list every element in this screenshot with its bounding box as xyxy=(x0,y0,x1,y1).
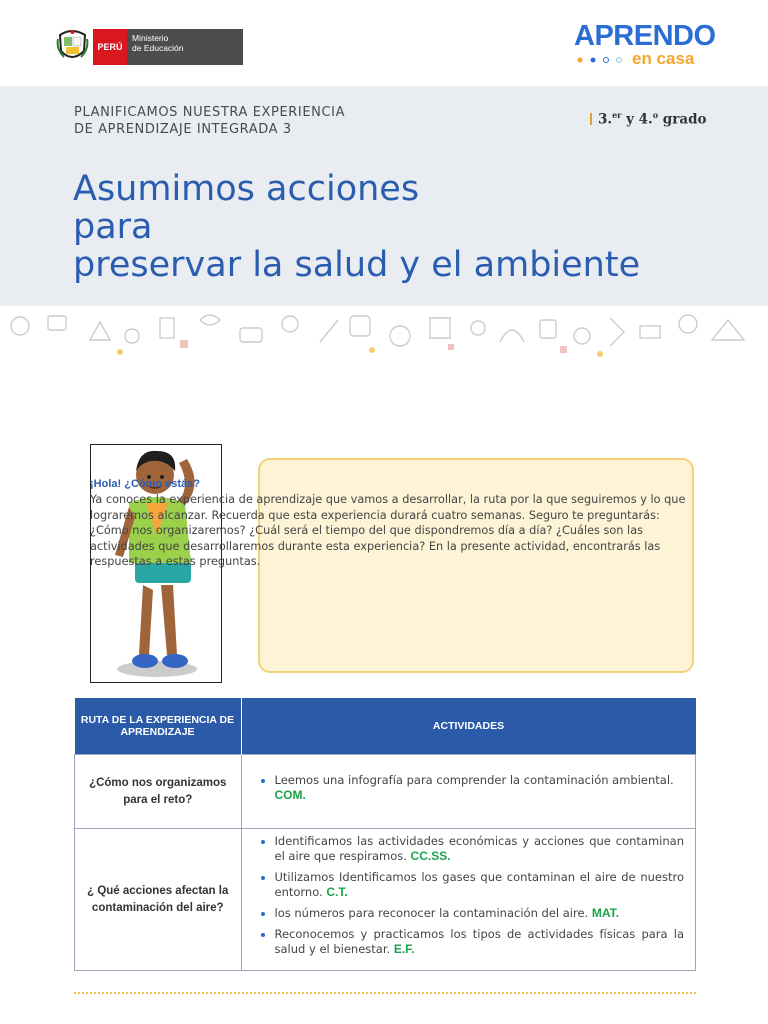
ministry-line1: Ministerio xyxy=(132,33,169,43)
table-header-row xyxy=(75,698,696,755)
header-route: RUTA DE LA EXPERIENCIA DE APRENDIZAJE xyxy=(75,698,242,755)
brand-main: APRENDO xyxy=(574,20,716,52)
ministry-line2: de Educación xyxy=(132,43,184,53)
grade-part: 3. xyxy=(598,111,613,128)
greeting-text: ¡Hola! ¿Cómo estás? xyxy=(90,478,201,490)
activities-table xyxy=(74,698,696,971)
activity-item xyxy=(275,773,685,803)
header-activities: ACTIVIDADES xyxy=(241,698,696,755)
grade-sup: o xyxy=(652,110,659,120)
aprendo-en-casa-logo[interactable] xyxy=(574,20,719,70)
activity-text: Utilizamos Identificamos los gases que contaminan el aire de nuestro entorno. xyxy=(274,870,684,899)
ministry-logo[interactable] xyxy=(93,29,243,65)
kicker-text: PLANIFICAMOS NUESTRA EXPERIENCIA DE APRENDIZAJE INTEGRADA 3 xyxy=(74,105,346,137)
activities-cell xyxy=(241,829,696,971)
table-row xyxy=(75,829,696,971)
school-doodle-pattern xyxy=(0,306,768,362)
brand-dots-icon xyxy=(577,56,629,64)
activity-item xyxy=(275,870,685,900)
activity-text: Identificamos las actividades económicas y acciones que contaminan el aire que respiramos. xyxy=(274,834,684,863)
subject-tag: E.F. xyxy=(393,942,415,956)
activity-text: Leemos una infografía para comprender la contaminación ambiental. xyxy=(274,773,674,787)
activity-item xyxy=(275,927,685,957)
page-title: Asumimos acciones para preservar la salud y el ambiente xyxy=(73,169,641,285)
grade-label xyxy=(590,110,707,128)
route-question: ¿ Qué acciones afectan la contaminación del aire? xyxy=(75,829,242,971)
grade-part: y 4. xyxy=(621,111,653,128)
intro-paragraph: Ya conoces la experiencia de aprendizaje que vamos a desarrollar, la ruta por la que seguiremos y lo que lograremos alcanzar. Recuerda que esta experiencia durará cuatro semanas. Seguro te preguntarás: ¿Cómo nos organizaremos? ¿Cuál será el tiempo del que dispondremos día a día? ¿Cuáles son las actividades que desarrollaremos durante esta experiencia? En la presente actividad, encontrarás las respuestas a estas preguntas. xyxy=(90,493,686,568)
activity-item xyxy=(275,906,685,921)
grade-divider xyxy=(590,113,592,125)
subject-tag: C.T. xyxy=(326,885,348,899)
subject-tag: CC.SS. xyxy=(410,849,451,863)
activity-text: los números para reconocer la contaminación del aire. xyxy=(274,906,589,920)
peru-label: PERÚ xyxy=(93,29,127,65)
table-row xyxy=(75,755,696,829)
activity-item xyxy=(275,834,685,864)
grade-part: grado xyxy=(658,111,707,128)
dotted-divider xyxy=(74,992,696,994)
subject-tag: COM. xyxy=(274,788,306,802)
route-question: ¿Cómo nos organizamos para el reto? xyxy=(75,755,242,829)
peru-coat-of-arms-icon xyxy=(56,29,89,64)
activities-cell xyxy=(241,755,696,829)
brand-sub: en casa xyxy=(632,49,695,68)
grade-sup: er xyxy=(612,110,622,120)
activity-text: Reconocemos y practicamos los tipos de actividades físicas para la salud y el bienestar. xyxy=(274,927,684,956)
subject-tag: MAT. xyxy=(591,906,619,920)
ministry-name xyxy=(127,29,243,65)
